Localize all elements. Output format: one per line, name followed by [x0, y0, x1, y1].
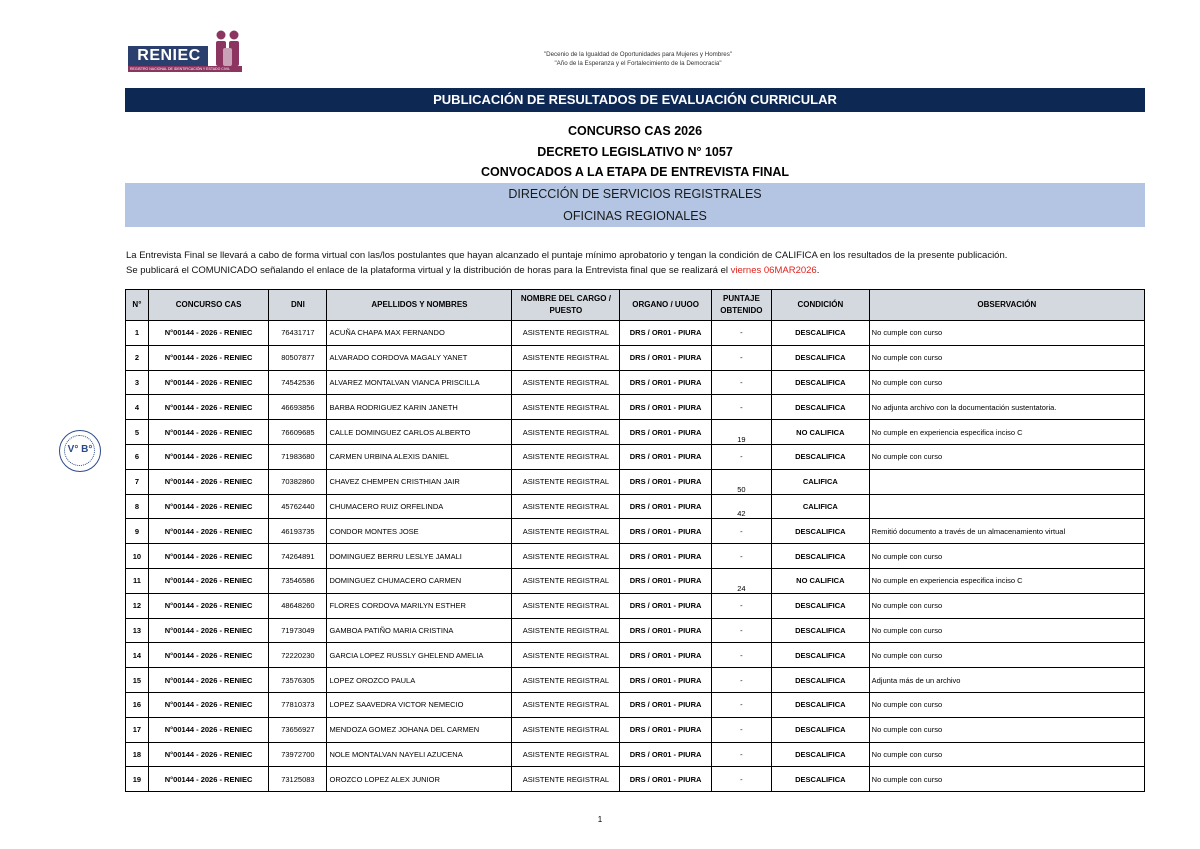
table-row [126, 692, 1145, 717]
cell-contest: N°00144 - 2026 - RENIEC [148, 668, 268, 693]
cell-contest: N°00144 - 2026 - RENIEC [148, 444, 268, 469]
cell-number: 1 [126, 321, 149, 346]
motto-line-1: "Decenio de la Igualdad de Oportunidades para Mujeres y Hombres" [543, 51, 733, 58]
cell-position: ASISTENTE REGISTRAL [512, 568, 620, 593]
cell-dni: 48648260 [269, 593, 327, 618]
cell-observation: No cumple con curso [869, 345, 1144, 370]
cell-score: - [711, 742, 771, 767]
cell-score: - [711, 345, 771, 370]
cell-contest: N°00144 - 2026 - RENIEC [148, 395, 268, 420]
cell-score: - [711, 444, 771, 469]
table-row [126, 494, 1145, 519]
heading-decree: DECRETO LEGISLATIVO N° 1057 [537, 145, 733, 159]
cell-dni: 80507877 [269, 345, 327, 370]
cell-score: - [711, 717, 771, 742]
note-line-2-end: . [816, 265, 820, 276]
cell-names: OROZCO LOPEZ ALEX JUNIOR [327, 767, 512, 792]
col-header-names: APELLIDOS Y NOMBRES [327, 290, 512, 321]
cell-names: MENDOZA GOMEZ JOHANA DEL CARMEN [327, 717, 512, 742]
cell-names: CALLE DOMINGUEZ CARLOS ALBERTO [327, 420, 512, 445]
note-line-2-text: Se publicará el COMUNICADO señalando el enlace de la plataforma virtual y la distribución de horas para la Entrevista final que se realizará el [126, 265, 731, 276]
cell-names: CHUMACERO RUIZ ORFELINDA [327, 494, 512, 519]
cell-observation: No cumple con curso [869, 717, 1144, 742]
cell-dni: 45762440 [269, 494, 327, 519]
cell-position: ASISTENTE REGISTRAL [512, 544, 620, 569]
interview-date: viernes 06MAR2026 [730, 265, 817, 276]
cell-number: 6 [126, 444, 149, 469]
table-row [126, 444, 1145, 469]
cell-number: 17 [126, 717, 149, 742]
cell-observation: No cumple con curso [869, 544, 1144, 569]
cell-organ: DRS / OR01 - PIURA [620, 420, 711, 445]
cell-dni: 73576305 [269, 668, 327, 693]
cell-names: BARBA RODRIGUEZ KARIN JANETH [327, 395, 512, 420]
cell-organ: DRS / OR01 - PIURA [620, 668, 711, 693]
cell-number: 18 [126, 742, 149, 767]
cell-position: ASISTENTE REGISTRAL [512, 767, 620, 792]
cell-contest: N°00144 - 2026 - RENIEC [148, 345, 268, 370]
cell-dni: 46693856 [269, 395, 327, 420]
cell-dni: 73972700 [269, 742, 327, 767]
cell-dni: 73546586 [269, 568, 327, 593]
logo-family-icon [212, 30, 242, 66]
col-header-position: NOMBRE DEL CARGO / PUESTO [512, 290, 620, 321]
cell-condition: DESCALIFICA [772, 668, 870, 693]
publication-banner: PUBLICACIÓN DE RESULTADOS DE EVALUACIÓN CURRICULAR [125, 88, 1145, 112]
cell-condition: NO CALIFICA [772, 420, 870, 445]
table-row [126, 370, 1145, 395]
cell-observation: No cumple con curso [869, 444, 1144, 469]
cell-position: ASISTENTE REGISTRAL [512, 717, 620, 742]
motto-line-2: "Año de la Esperanza y el Fortalecimiento de la Democracia" [554, 60, 722, 67]
col-header-contest: CONCURSO CAS [148, 290, 268, 321]
cell-position: ASISTENTE REGISTRAL [512, 444, 620, 469]
cell-number: 10 [126, 544, 149, 569]
cell-condition: DESCALIFICA [772, 593, 870, 618]
cell-contest: N°00144 - 2026 - RENIEC [148, 494, 268, 519]
cell-dni: 73125083 [269, 767, 327, 792]
cell-number: 5 [126, 420, 149, 445]
table-row [126, 469, 1145, 494]
cell-organ: DRS / OR01 - PIURA [620, 593, 711, 618]
cell-position: ASISTENTE REGISTRAL [512, 692, 620, 717]
cell-position: ASISTENTE REGISTRAL [512, 469, 620, 494]
cell-score: - [711, 593, 771, 618]
cell-organ: DRS / OR01 - PIURA [620, 767, 711, 792]
cell-number: 4 [126, 395, 149, 420]
cell-contest: N°00144 - 2026 - RENIEC [148, 469, 268, 494]
table-row [126, 420, 1145, 445]
cell-condition: DESCALIFICA [772, 444, 870, 469]
logo-subtitle: REGISTRO NACIONAL DE IDENTIFICACIÓN Y ESTADO CIVIL [130, 67, 231, 71]
cell-contest: N°00144 - 2026 - RENIEC [148, 767, 268, 792]
reniec-logo [128, 30, 246, 74]
col-header-condition: CONDICIÓN [772, 290, 870, 321]
cell-dni: 73656927 [269, 717, 327, 742]
cell-names: DOMINGUEZ BERRU LESLYE JAMALI [327, 544, 512, 569]
cell-organ: DRS / OR01 - PIURA [620, 544, 711, 569]
table-row [126, 519, 1145, 544]
cell-number: 13 [126, 618, 149, 643]
col-header-score: PUNTAJE OBTENIDO [711, 290, 771, 321]
cell-observation: No cumple en experiencia especifica inciso C [869, 420, 1144, 445]
cell-contest: N°00144 - 2026 - RENIEC [148, 420, 268, 445]
cell-names: GARCIA LOPEZ RUSSLY GHELEND AMELIA [327, 643, 512, 668]
cell-observation: No cumple con curso [869, 370, 1144, 395]
cell-position: ASISTENTE REGISTRAL [512, 321, 620, 346]
cell-condition: DESCALIFICA [772, 767, 870, 792]
stamp-text: V° B° [67, 444, 93, 455]
cell-organ: DRS / OR01 - PIURA [620, 692, 711, 717]
cell-organ: DRS / OR01 - PIURA [620, 469, 711, 494]
cell-contest: N°00144 - 2026 - RENIEC [148, 519, 268, 544]
cell-score: - [711, 668, 771, 693]
cell-contest: N°00144 - 2026 - RENIEC [148, 370, 268, 395]
table-row [126, 742, 1145, 767]
cell-score: - [711, 544, 771, 569]
cell-score: - [711, 767, 771, 792]
heading-stage: CONVOCADOS A LA ETAPA DE ENTREVISTA FINAL [480, 165, 790, 179]
cell-number: 8 [126, 494, 149, 519]
cell-score: - [711, 395, 771, 420]
cell-names: LOPEZ OROZCO PAULA [327, 668, 512, 693]
cell-organ: DRS / OR01 - PIURA [620, 568, 711, 593]
cell-position: ASISTENTE REGISTRAL [512, 618, 620, 643]
cell-position: ASISTENTE REGISTRAL [512, 668, 620, 693]
cell-observation: No cumple con curso [869, 593, 1144, 618]
cell-condition: DESCALIFICA [772, 395, 870, 420]
table-row [126, 618, 1145, 643]
table-row [126, 321, 1145, 346]
cell-number: 2 [126, 345, 149, 370]
cell-names: FLORES CORDOVA MARILYN ESTHER [327, 593, 512, 618]
cell-names: CHAVEZ CHEMPEN CRISTHIAN JAIR [327, 469, 512, 494]
cell-contest: N°00144 - 2026 - RENIEC [148, 692, 268, 717]
table-header-row [126, 290, 1145, 321]
table-row [126, 593, 1145, 618]
cell-organ: DRS / OR01 - PIURA [620, 494, 711, 519]
cell-number: 14 [126, 643, 149, 668]
cell-score: 42 [711, 494, 771, 519]
cell-dni: 71973049 [269, 618, 327, 643]
cell-position: ASISTENTE REGISTRAL [512, 395, 620, 420]
note-line-1: La Entrevista Final se llevará a cabo de forma virtual con las/los postulantes que hayan alcanzado el puntaje mínimo aprobatorio y tengan la condición de CALIFICA en los resultados de la presente publicación. [126, 250, 1008, 261]
cell-dni: 76431717 [269, 321, 327, 346]
cell-contest: N°00144 - 2026 - RENIEC [148, 643, 268, 668]
cell-observation: No adjunta archivo con la documentación sustentatoria. [869, 395, 1144, 420]
cell-number: 9 [126, 519, 149, 544]
cell-observation: No cumple en experiencia especifica inciso C [869, 568, 1144, 593]
cell-dni: 72220230 [269, 643, 327, 668]
cell-condition: CALIFICA [772, 494, 870, 519]
cell-observation: No cumple con curso [869, 742, 1144, 767]
cell-score: 24 [711, 568, 771, 593]
cell-number: 3 [126, 370, 149, 395]
cell-organ: DRS / OR01 - PIURA [620, 321, 711, 346]
cell-number: 16 [126, 692, 149, 717]
cell-condition: DESCALIFICA [772, 519, 870, 544]
cell-names: GAMBOA PATIÑO MARIA CRISTINA [327, 618, 512, 643]
cell-names: NOLE MONTALVAN NAYELI AZUCENA [327, 742, 512, 767]
header-motto [478, 50, 798, 68]
cell-organ: DRS / OR01 - PIURA [620, 717, 711, 742]
cell-position: ASISTENTE REGISTRAL [512, 345, 620, 370]
table-row [126, 767, 1145, 792]
cell-observation [869, 494, 1144, 519]
cell-contest: N°00144 - 2026 - RENIEC [148, 717, 268, 742]
cell-organ: DRS / OR01 - PIURA [620, 395, 711, 420]
cell-condition: DESCALIFICA [772, 643, 870, 668]
note-line-2 [126, 265, 819, 276]
results-table-body [126, 321, 1145, 792]
cell-condition: NO CALIFICA [772, 568, 870, 593]
cell-organ: DRS / OR01 - PIURA [620, 345, 711, 370]
cell-observation: No cumple con curso [869, 618, 1144, 643]
cell-contest: N°00144 - 2026 - RENIEC [148, 544, 268, 569]
direction-title: DIRECCIÓN DE SERVICIOS REGISTRALES [508, 187, 762, 201]
cell-number: 19 [126, 767, 149, 792]
col-header-organ: ORGANO / UUOO [620, 290, 711, 321]
cell-score: 50 [711, 469, 771, 494]
cell-condition: DESCALIFICA [772, 742, 870, 767]
cell-condition: DESCALIFICA [772, 370, 870, 395]
cell-observation: Remitió documento a través de un almacenamiento virtual [869, 519, 1144, 544]
cell-names: CARMEN URBINA ALEXIS DANIEL [327, 444, 512, 469]
results-table [125, 289, 1145, 792]
cell-score: - [711, 370, 771, 395]
cell-organ: DRS / OR01 - PIURA [620, 519, 711, 544]
cell-position: ASISTENTE REGISTRAL [512, 370, 620, 395]
cell-dni: 74542536 [269, 370, 327, 395]
cell-number: 12 [126, 593, 149, 618]
cell-score: 19 [711, 420, 771, 445]
cell-position: ASISTENTE REGISTRAL [512, 420, 620, 445]
col-header-number: N° [126, 290, 149, 321]
cell-contest: N°00144 - 2026 - RENIEC [148, 742, 268, 767]
cell-organ: DRS / OR01 - PIURA [620, 643, 711, 668]
cell-dni: 77810373 [269, 692, 327, 717]
cell-number: 7 [126, 469, 149, 494]
cell-contest: N°00144 - 2026 - RENIEC [148, 568, 268, 593]
logo-name: RENIEC [137, 47, 201, 64]
offices-title: OFICINAS REGIONALES [563, 209, 707, 223]
cell-names: CONDOR MONTES JOSE [327, 519, 512, 544]
cell-position: ASISTENTE REGISTRAL [512, 494, 620, 519]
cell-organ: DRS / OR01 - PIURA [620, 618, 711, 643]
cell-number: 15 [126, 668, 149, 693]
cell-organ: DRS / OR01 - PIURA [620, 742, 711, 767]
cell-organ: DRS / OR01 - PIURA [620, 444, 711, 469]
cell-observation: No cumple con curso [869, 692, 1144, 717]
cell-position: ASISTENTE REGISTRAL [512, 519, 620, 544]
cell-observation: No cumple con curso [869, 321, 1144, 346]
cell-observation: Adjunta más de un archivo [869, 668, 1144, 693]
approval-stamp [59, 430, 101, 472]
cell-dni: 71983680 [269, 444, 327, 469]
cell-condition: DESCALIFICA [772, 345, 870, 370]
cell-contest: N°00144 - 2026 - RENIEC [148, 593, 268, 618]
cell-contest: N°00144 - 2026 - RENIEC [148, 321, 268, 346]
table-row [126, 643, 1145, 668]
cell-condition: DESCALIFICA [772, 692, 870, 717]
cell-position: ASISTENTE REGISTRAL [512, 593, 620, 618]
col-header-observation: OBSERVACIÓN [869, 290, 1144, 321]
table-row [126, 668, 1145, 693]
cell-number: 11 [126, 568, 149, 593]
cell-dni: 74264891 [269, 544, 327, 569]
cell-condition: DESCALIFICA [772, 717, 870, 742]
table-row [126, 345, 1145, 370]
cell-observation: No cumple con curso [869, 767, 1144, 792]
cell-names: ALVAREZ MONTALVAN VIANCA PRISCILLA [327, 370, 512, 395]
col-header-dni: DNI [269, 290, 327, 321]
cell-contest: N°00144 - 2026 - RENIEC [148, 618, 268, 643]
cell-condition: DESCALIFICA [772, 618, 870, 643]
cell-names: ACUÑA CHAPA MAX FERNANDO [327, 321, 512, 346]
cell-position: ASISTENTE REGISTRAL [512, 742, 620, 767]
cell-position: ASISTENTE REGISTRAL [512, 643, 620, 668]
table-row [126, 395, 1145, 420]
cell-organ: DRS / OR01 - PIURA [620, 370, 711, 395]
page-number: 1 [597, 815, 603, 824]
table-row [126, 568, 1145, 593]
cell-dni: 76609685 [269, 420, 327, 445]
cell-dni: 46193735 [269, 519, 327, 544]
cell-condition: DESCALIFICA [772, 321, 870, 346]
heading-contest: CONCURSO CAS 2026 [567, 124, 703, 138]
cell-observation: No cumple con curso [869, 643, 1144, 668]
cell-score: - [711, 519, 771, 544]
table-row [126, 717, 1145, 742]
cell-names: LOPEZ SAAVEDRA VICTOR NEMECIO [327, 692, 512, 717]
cell-observation [869, 469, 1144, 494]
cell-score: - [711, 618, 771, 643]
cell-names: DOMINGUEZ CHUMACERO CARMEN [327, 568, 512, 593]
cell-score: - [711, 692, 771, 717]
cell-score: - [711, 643, 771, 668]
cell-names: ALVARADO CORDOVA MAGALY YANET [327, 345, 512, 370]
cell-dni: 70382860 [269, 469, 327, 494]
cell-condition: CALIFICA [772, 469, 870, 494]
table-row [126, 544, 1145, 569]
cell-condition: DESCALIFICA [772, 544, 870, 569]
cell-score: - [711, 321, 771, 346]
